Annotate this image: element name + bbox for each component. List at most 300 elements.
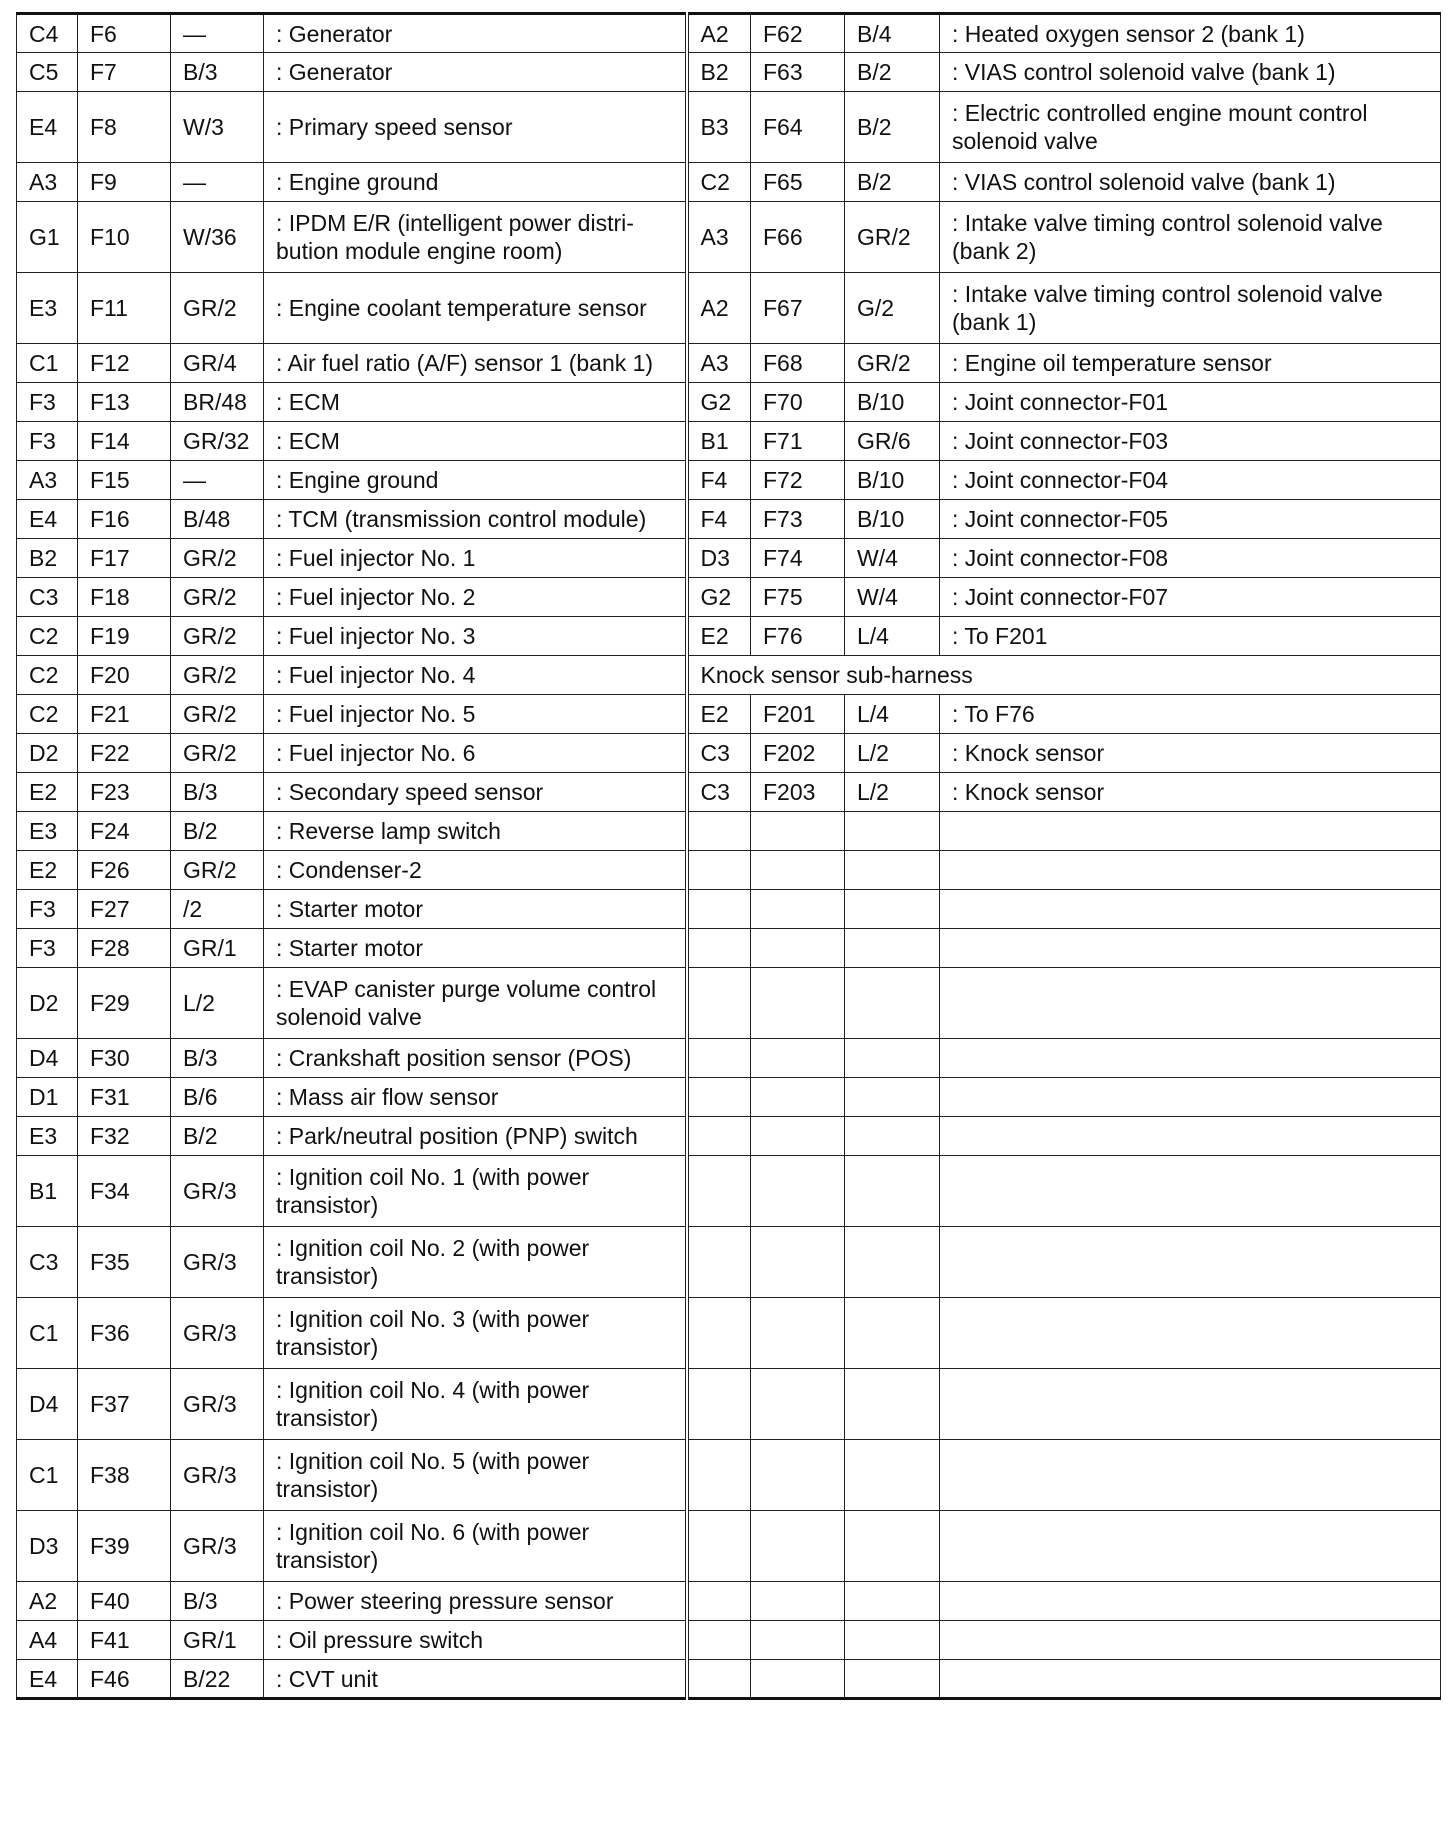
left-color-pins: B/3 [171,773,264,812]
left-grid-ref: E2 [17,851,78,890]
right-connector-no: F71 [751,422,845,461]
left-description: : Ignition coil No. 5 (with power transistor) [264,1440,687,1511]
left-color-pins: GR/2 [171,734,264,773]
left-connector-no: F13 [78,383,171,422]
right-grid-ref [687,890,751,929]
left-description: : Starter motor [264,890,687,929]
right-description [940,1039,1441,1078]
left-description: : Ignition coil No. 2 (with power transistor) [264,1227,687,1298]
left-color-pins: GR/1 [171,929,264,968]
right-description [940,1156,1441,1227]
right-description [940,1621,1441,1660]
table-row [17,92,1441,163]
right-color-pins [845,1039,940,1078]
table-row [17,851,1441,890]
left-grid-ref: C4 [17,14,78,53]
table-row [17,929,1441,968]
right-grid-ref: D3 [687,539,751,578]
left-grid-ref: C1 [17,1440,78,1511]
table-row [17,1621,1441,1660]
right-description [940,968,1441,1039]
right-connector-no [751,1582,845,1621]
left-color-pins: — [171,461,264,500]
right-description [940,1440,1441,1511]
right-connector-no [751,1117,845,1156]
left-connector-no: F6 [78,14,171,53]
right-connector-no: F201 [751,695,845,734]
right-color-pins: L/4 [845,695,940,734]
left-description: : CVT unit [264,1660,687,1699]
left-color-pins: BR/48 [171,383,264,422]
right-grid-ref: A3 [687,202,751,273]
left-grid-ref: D2 [17,968,78,1039]
left-grid-ref: D1 [17,1078,78,1117]
table-row [17,273,1441,344]
left-connector-no: F10 [78,202,171,273]
right-connector-no [751,812,845,851]
right-description [940,1511,1441,1582]
left-grid-ref: E4 [17,92,78,163]
left-grid-ref: C1 [17,344,78,383]
right-grid-ref: F4 [687,500,751,539]
right-connector-no [751,968,845,1039]
right-connector-no: F72 [751,461,845,500]
right-description: : Joint connector-F03 [940,422,1441,461]
right-color-pins [845,1078,940,1117]
right-connector-no [751,1511,845,1582]
right-description: : Joint connector-F05 [940,500,1441,539]
right-color-pins [845,1582,940,1621]
table-row [17,1227,1441,1298]
left-color-pins: GR/2 [171,617,264,656]
right-description [940,929,1441,968]
left-connector-no: F38 [78,1440,171,1511]
right-connector-no: F70 [751,383,845,422]
left-color-pins: B/3 [171,1582,264,1621]
left-description: : Secondary speed sensor [264,773,687,812]
table-row [17,14,1441,53]
right-color-pins: GR/2 [845,344,940,383]
right-color-pins: L/2 [845,734,940,773]
right-connector-no: F63 [751,53,845,92]
left-description: : Mass air flow sensor [264,1078,687,1117]
left-description: : Primary speed sensor [264,92,687,163]
right-grid-ref: E2 [687,695,751,734]
table-row [17,163,1441,202]
table-row [17,1369,1441,1440]
left-grid-ref: E2 [17,773,78,812]
table-row [17,1156,1441,1227]
left-color-pins: — [171,14,264,53]
right-connector-no: F76 [751,617,845,656]
left-description: : Condenser-2 [264,851,687,890]
left-grid-ref: A4 [17,1621,78,1660]
left-connector-no: F15 [78,461,171,500]
right-connector-no [751,1369,845,1440]
table-row [17,578,1441,617]
left-connector-no: F23 [78,773,171,812]
table-body [17,14,1441,1699]
right-color-pins [845,812,940,851]
left-description: : Crankshaft position sensor (POS) [264,1039,687,1078]
left-description: : Fuel injector No. 5 [264,695,687,734]
left-connector-no: F46 [78,1660,171,1699]
left-grid-ref: E3 [17,812,78,851]
right-description: : VIAS control solenoid valve (bank 1) [940,163,1441,202]
left-description: : TCM (transmission control module) [264,500,687,539]
left-connector-no: F36 [78,1298,171,1369]
left-color-pins: B/2 [171,812,264,851]
right-grid-ref [687,1660,751,1699]
left-connector-no: F40 [78,1582,171,1621]
right-color-pins [845,1621,940,1660]
right-connector-no: F68 [751,344,845,383]
right-description: : Engine oil temperature sensor [940,344,1441,383]
connector-list-table [16,12,1441,1700]
right-connector-no: F62 [751,14,845,53]
right-color-pins [845,968,940,1039]
left-description: : Generator [264,53,687,92]
table-row [17,1298,1441,1369]
right-connector-no: F67 [751,273,845,344]
left-description: : Ignition coil No. 4 (with power transistor) [264,1369,687,1440]
left-description: : Engine coolant temperature sensor [264,273,687,344]
left-color-pins: GR/2 [171,656,264,695]
right-description: : Heated oxygen sensor 2 (bank 1) [940,14,1441,53]
right-description: : To F201 [940,617,1441,656]
left-description: : Fuel injector No. 6 [264,734,687,773]
right-connector-no [751,1227,845,1298]
right-description [940,812,1441,851]
right-description: : VIAS control solenoid valve (bank 1) [940,53,1441,92]
right-grid-ref: B3 [687,92,751,163]
left-description: : Engine ground [264,163,687,202]
left-connector-no: F11 [78,273,171,344]
right-description: : Joint connector-F01 [940,383,1441,422]
left-description: : Fuel injector No. 1 [264,539,687,578]
right-connector-no [751,1078,845,1117]
left-connector-no: F39 [78,1511,171,1582]
left-description: : Fuel injector No. 2 [264,578,687,617]
left-connector-no: F28 [78,929,171,968]
right-grid-ref: C3 [687,734,751,773]
left-connector-no: F19 [78,617,171,656]
table-row [17,422,1441,461]
table-row [17,1440,1441,1511]
right-color-pins: GR/2 [845,202,940,273]
left-grid-ref: F3 [17,383,78,422]
right-grid-ref: A3 [687,344,751,383]
right-color-pins: L/4 [845,617,940,656]
right-color-pins: W/4 [845,578,940,617]
right-grid-ref [687,1298,751,1369]
left-description: : Fuel injector No. 3 [264,617,687,656]
left-grid-ref: E3 [17,1117,78,1156]
right-description: : Joint connector-F07 [940,578,1441,617]
right-description: : To F76 [940,695,1441,734]
left-description: : Oil pressure switch [264,1621,687,1660]
left-color-pins: B/48 [171,500,264,539]
right-color-pins [845,1156,940,1227]
left-grid-ref: C2 [17,695,78,734]
left-color-pins: GR/3 [171,1369,264,1440]
right-connector-no [751,1621,845,1660]
left-grid-ref: G1 [17,202,78,273]
table-row [17,1117,1441,1156]
left-grid-ref: E4 [17,500,78,539]
left-color-pins: B/2 [171,1117,264,1156]
left-grid-ref: E3 [17,273,78,344]
table-row [17,461,1441,500]
right-color-pins: B/2 [845,92,940,163]
left-grid-ref: B2 [17,539,78,578]
table-row [17,656,1441,695]
left-connector-no: F12 [78,344,171,383]
left-connector-no: F17 [78,539,171,578]
right-grid-ref [687,929,751,968]
right-connector-no [751,890,845,929]
right-grid-ref [687,1117,751,1156]
table-row [17,500,1441,539]
right-description [940,1078,1441,1117]
left-color-pins: GR/3 [171,1156,264,1227]
right-color-pins [845,929,940,968]
left-grid-ref: D4 [17,1039,78,1078]
table-row [17,617,1441,656]
right-color-pins: B/10 [845,383,940,422]
right-description: : Intake valve timing control solenoid valve (bank 1) [940,273,1441,344]
right-description [940,890,1441,929]
right-grid-ref: A2 [687,14,751,53]
right-connector-no: F73 [751,500,845,539]
right-color-pins: L/2 [845,773,940,812]
left-grid-ref: D4 [17,1369,78,1440]
left-color-pins: — [171,163,264,202]
left-connector-no: F41 [78,1621,171,1660]
section-heading-knock-sensor-sub-harness: Knock sensor sub-harness [687,656,1441,695]
right-grid-ref: B1 [687,422,751,461]
table-row [17,539,1441,578]
left-description: : Power steering pressure sensor [264,1582,687,1621]
left-description: : Reverse lamp switch [264,812,687,851]
right-color-pins: B/10 [845,500,940,539]
right-grid-ref [687,812,751,851]
left-description: : Fuel injector No. 4 [264,656,687,695]
left-description: : Starter motor [264,929,687,968]
left-color-pins: GR/2 [171,851,264,890]
right-color-pins: B/2 [845,163,940,202]
left-grid-ref: A3 [17,461,78,500]
left-grid-ref: B1 [17,1156,78,1227]
left-connector-no: F35 [78,1227,171,1298]
right-description [940,1369,1441,1440]
table-row [17,344,1441,383]
right-color-pins [845,1511,940,1582]
right-description: : Joint connector-F08 [940,539,1441,578]
table-row [17,383,1441,422]
left-description: : EVAP canister purge volume control solenoid valve [264,968,687,1039]
right-connector-no [751,1440,845,1511]
right-grid-ref: E2 [687,617,751,656]
left-connector-no: F34 [78,1156,171,1227]
left-description: : ECM [264,383,687,422]
right-connector-no [751,929,845,968]
right-grid-ref [687,968,751,1039]
right-grid-ref [687,1621,751,1660]
left-color-pins: B/3 [171,53,264,92]
right-grid-ref [687,851,751,890]
table-row [17,1078,1441,1117]
left-color-pins: GR/4 [171,344,264,383]
left-connector-no: F21 [78,695,171,734]
left-connector-no: F27 [78,890,171,929]
right-color-pins [845,1298,940,1369]
left-description: : IPDM E/R (intelligent power distri- bution module engine room) [264,202,687,273]
left-grid-ref: C5 [17,53,78,92]
left-connector-no: F18 [78,578,171,617]
right-connector-no [751,851,845,890]
left-description: : Ignition coil No. 6 (with power transistor) [264,1511,687,1582]
right-grid-ref [687,1227,751,1298]
left-description: : Air fuel ratio (A/F) sensor 1 (bank 1) [264,344,687,383]
left-grid-ref: C3 [17,1227,78,1298]
right-connector-no [751,1298,845,1369]
right-description: : Knock sensor [940,773,1441,812]
right-grid-ref: A2 [687,273,751,344]
right-color-pins: GR/6 [845,422,940,461]
left-color-pins: B/6 [171,1078,264,1117]
right-grid-ref [687,1369,751,1440]
right-description [940,851,1441,890]
table-row [17,1039,1441,1078]
left-color-pins: W/3 [171,92,264,163]
table-row [17,53,1441,92]
left-connector-no: F7 [78,53,171,92]
right-description: : Joint connector-F04 [940,461,1441,500]
table-row [17,812,1441,851]
right-color-pins [845,1660,940,1699]
left-connector-no: F31 [78,1078,171,1117]
right-description: : Knock sensor [940,734,1441,773]
right-color-pins: B/10 [845,461,940,500]
right-color-pins: B/4 [845,14,940,53]
right-color-pins: G/2 [845,273,940,344]
left-color-pins: W/36 [171,202,264,273]
left-color-pins: GR/2 [171,273,264,344]
right-description [940,1582,1441,1621]
right-grid-ref [687,1078,751,1117]
left-connector-no: F30 [78,1039,171,1078]
left-grid-ref: C1 [17,1298,78,1369]
left-color-pins: GR/3 [171,1511,264,1582]
left-description: : Ignition coil No. 3 (with power transistor) [264,1298,687,1369]
right-grid-ref: C2 [687,163,751,202]
right-connector-no: F203 [751,773,845,812]
left-grid-ref: F3 [17,890,78,929]
left-color-pins: GR/2 [171,695,264,734]
left-grid-ref: C2 [17,656,78,695]
right-color-pins: B/2 [845,53,940,92]
right-description [940,1298,1441,1369]
right-grid-ref [687,1039,751,1078]
right-color-pins [845,1117,940,1156]
right-grid-ref [687,1156,751,1227]
right-grid-ref: F4 [687,461,751,500]
table-row [17,202,1441,273]
right-connector-no: F75 [751,578,845,617]
left-grid-ref: C3 [17,578,78,617]
right-description [940,1660,1441,1699]
right-description [940,1117,1441,1156]
right-connector-no: F66 [751,202,845,273]
left-color-pins: GR/1 [171,1621,264,1660]
right-color-pins [845,1440,940,1511]
right-grid-ref: G2 [687,383,751,422]
right-grid-ref: B2 [687,53,751,92]
left-connector-no: F9 [78,163,171,202]
right-connector-no: F65 [751,163,845,202]
table-row [17,1582,1441,1621]
left-grid-ref: D2 [17,734,78,773]
right-color-pins [845,1369,940,1440]
table-row [17,734,1441,773]
right-connector-no [751,1156,845,1227]
left-connector-no: F24 [78,812,171,851]
left-color-pins: /2 [171,890,264,929]
left-grid-ref: C2 [17,617,78,656]
table-row [17,1660,1441,1699]
left-connector-no: F20 [78,656,171,695]
table-row [17,968,1441,1039]
left-connector-no: F32 [78,1117,171,1156]
left-color-pins: L/2 [171,968,264,1039]
left-color-pins: GR/3 [171,1440,264,1511]
right-grid-ref: G2 [687,578,751,617]
left-connector-no: F37 [78,1369,171,1440]
table-row [17,890,1441,929]
left-color-pins: GR/32 [171,422,264,461]
left-connector-no: F22 [78,734,171,773]
left-description: : Engine ground [264,461,687,500]
left-connector-no: F14 [78,422,171,461]
right-connector-no [751,1039,845,1078]
left-description: : Park/neutral position (PNP) switch [264,1117,687,1156]
right-grid-ref [687,1440,751,1511]
left-color-pins: B/3 [171,1039,264,1078]
right-connector-no: F74 [751,539,845,578]
left-description: : ECM [264,422,687,461]
left-color-pins: GR/3 [171,1227,264,1298]
left-grid-ref: F3 [17,422,78,461]
left-grid-ref: D3 [17,1511,78,1582]
right-connector-no [751,1660,845,1699]
right-color-pins [845,890,940,929]
right-description: : Electric controlled engine mount control solenoid valve [940,92,1441,163]
right-grid-ref [687,1582,751,1621]
right-connector-no: F64 [751,92,845,163]
left-color-pins: B/22 [171,1660,264,1699]
table-row [17,695,1441,734]
table-row [17,1511,1441,1582]
right-grid-ref [687,1511,751,1582]
left-grid-ref: A2 [17,1582,78,1621]
left-connector-no: F26 [78,851,171,890]
left-connector-no: F16 [78,500,171,539]
right-color-pins: W/4 [845,539,940,578]
right-connector-no: F202 [751,734,845,773]
left-description: : Ignition coil No. 1 (with power transistor) [264,1156,687,1227]
right-color-pins [845,851,940,890]
